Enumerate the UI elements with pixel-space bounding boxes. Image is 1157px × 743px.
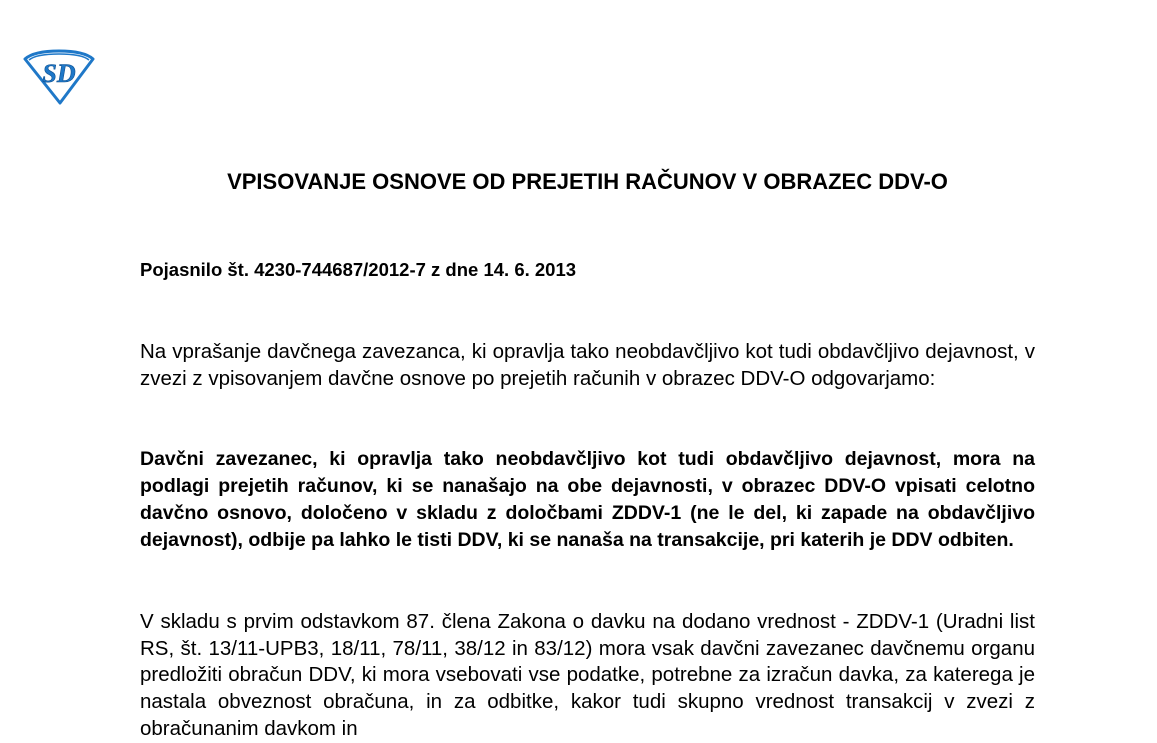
paragraph-answer: Davčni zavezanec, ki opravlja tako neobdavčljivo kot tudi obdavčljivo dejavnost, mora na podlagi prejetih računov, ki se nanašajo na obe dejavnosti, v obrazec DDV-O vpisati celotno davčno osnovo, določeno v skladu z določbami ZDDV-1 (ne le del, ki zapade na obdavčljivo dejavnost), odbije pa lahko le tisti DDV, ki se nanaša na transakcije, pri katerih je DDV odbiten. — [140, 448, 1035, 551]
svg-text:SD: SD — [42, 59, 76, 88]
document-subtitle: Pojasnilo št. 4230-744687/2012-7 z dne 14. 6. 2013 — [140, 259, 577, 280]
logo-icon — [22, 49, 96, 105]
document-title: VPISOVANJE OSNOVE OD PREJETIH RAČUNOV V OBRAZEC DDV-O — [227, 169, 948, 194]
paragraph-legal-basis: V skladu s prvim odstavkom 87. člena Zakona o davku na dodano vrednost - ZDDV-1 (Uradni list RS, št. 13/11-UPB3, 18/11, 78/11, 38/12 in 83/12) mora vsak davčni zavezanec davčnemu organu predložiti obračun DDV, ki mora vsebovati vse podatke, potrebne za izračun davka, za katerega je nastala obveznost obračuna, in za odbitke, kakor tudi skupno vrednost transakcij v zvezi z obračunanim davkom in — [140, 610, 1035, 740]
paragraph-question: Na vprašanje davčnega zavezanca, ki opravlja tako neobdavčljivo kot tudi obdavčljivo dejavnost, v zvezi z vpisovanjem davčne osnove po prejetih računih v obrazec DDV-O odgovarjamo: — [140, 340, 1035, 390]
